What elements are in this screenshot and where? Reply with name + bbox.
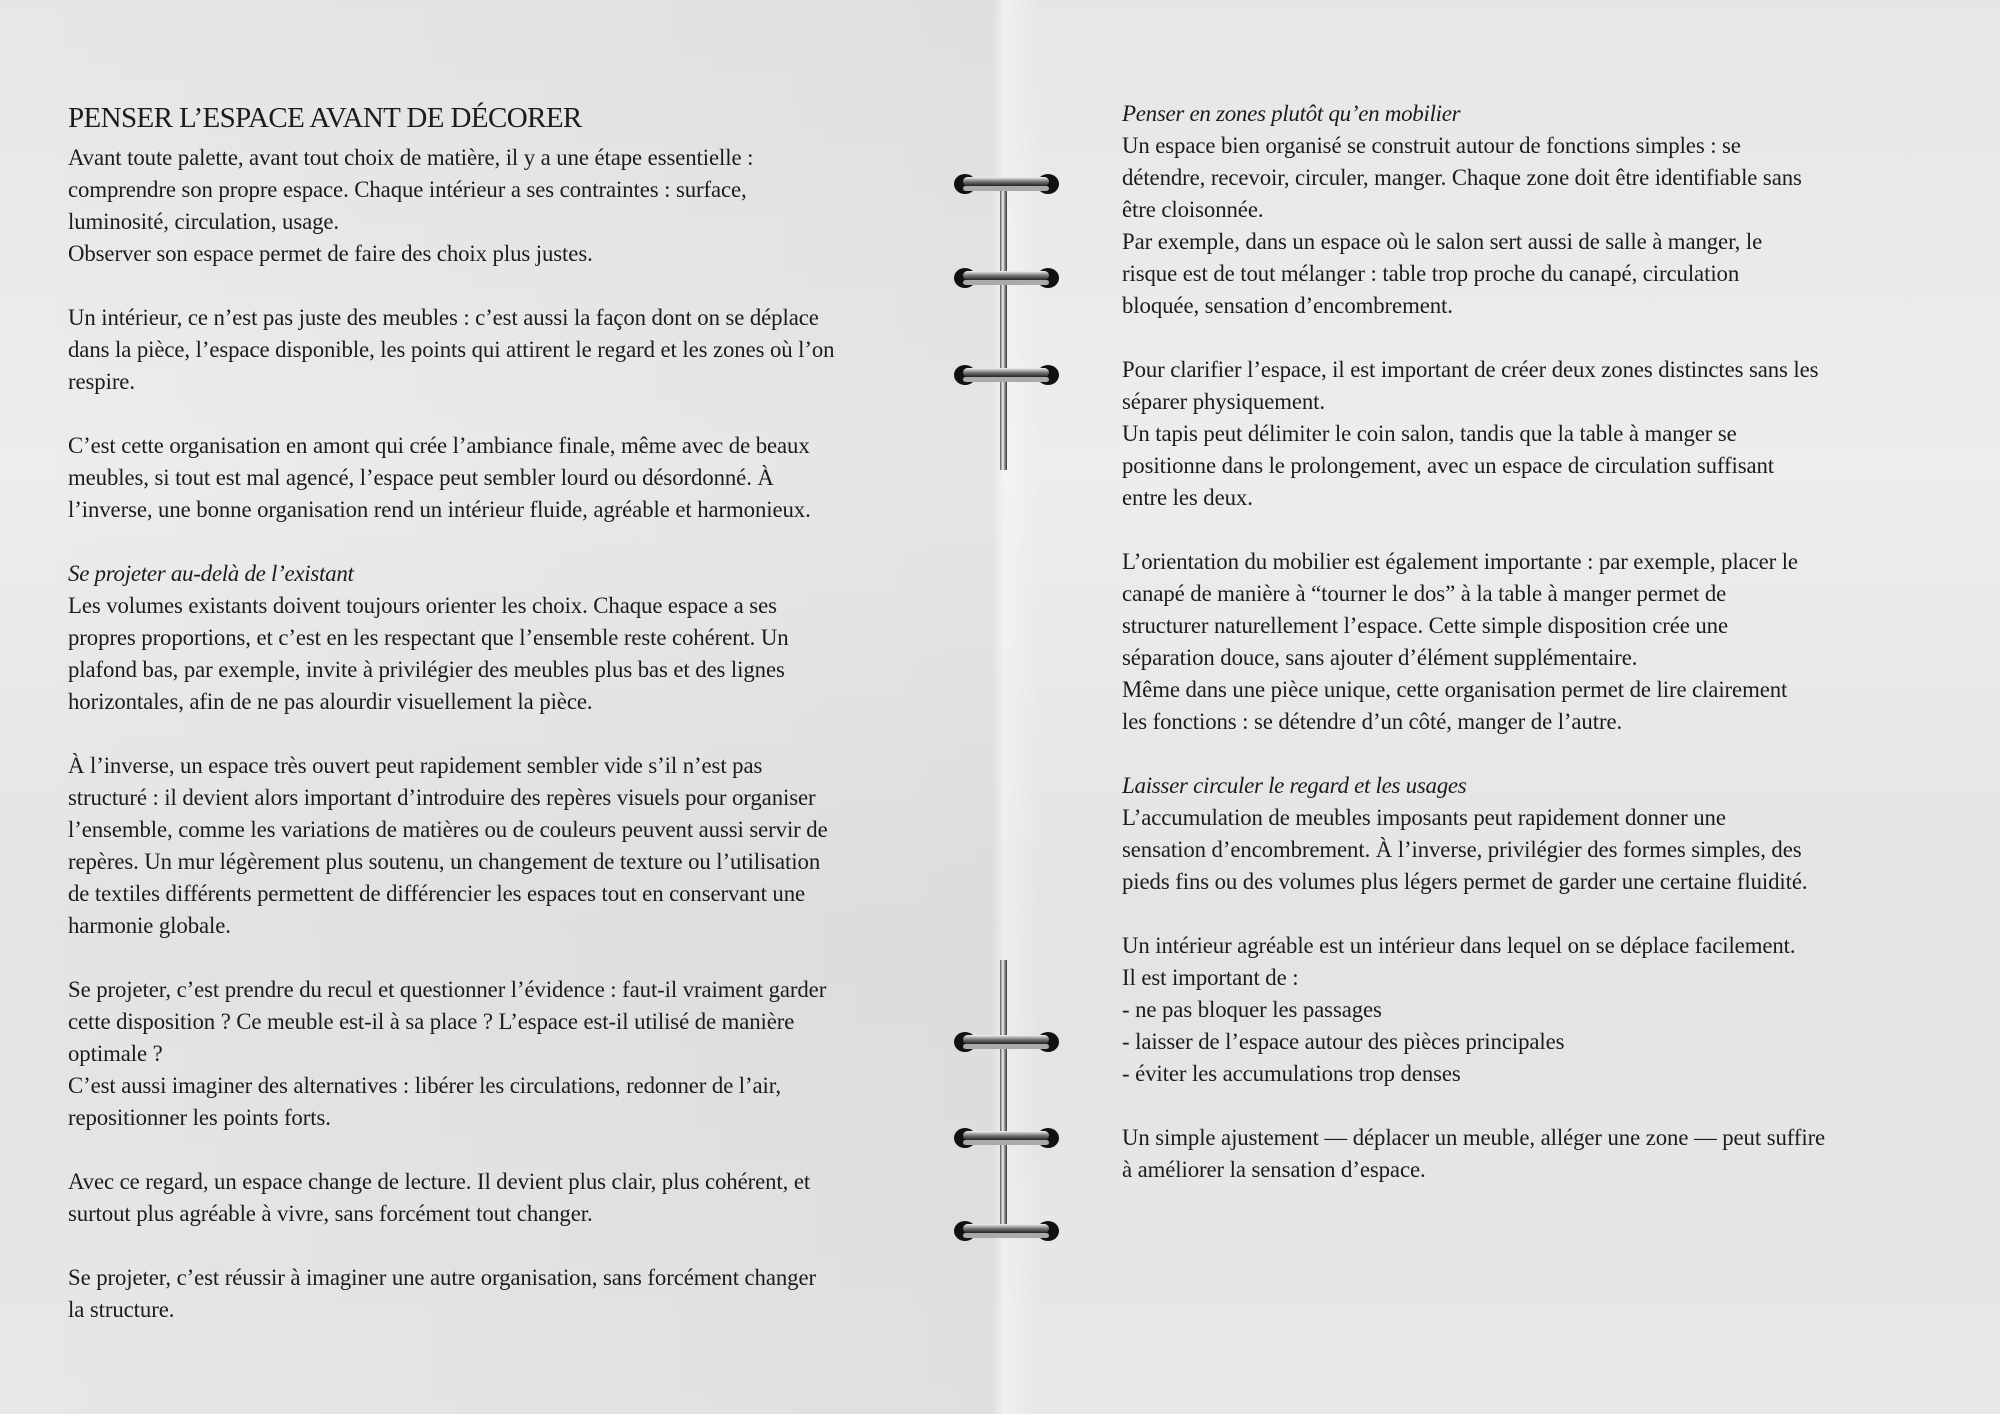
section-subtitle: Se projeter au-delà de l’existant — [68, 561, 354, 586]
binder-rings-top — [945, 160, 1065, 480]
binder-bar — [1000, 960, 1007, 1230]
binder-ring — [954, 365, 1059, 385]
paragraph: Pour clarifier l’espace, il est important de créer deux zones distinctes sans les séparer physiquement. Un tapis peut délimiter le coin salon, tandis que la table à manger se positionne dans le prolongement, avec un espace de circulation suffisant entre les deux. — [1122, 357, 1819, 510]
paragraph: Un simple ajustement — déplacer un meuble, alléger une zone — peut suffire à améliorer la sensation d’espace. — [1122, 1125, 1826, 1182]
paragraph: Un intérieur, ce n’est pas juste des meubles : c’est aussi la façon dont on se déplace dans la pièce, l’espace disponible, les points qui attirent le regard et les zones où l’on respire. — [68, 305, 835, 394]
binder-bar — [1000, 180, 1007, 470]
binder-ring — [954, 1128, 1059, 1148]
binder-ring — [954, 1221, 1059, 1241]
binder-ring — [954, 1032, 1059, 1052]
paragraph: Les volumes existants doivent toujours orienter les choix. Chaque espace a ses propres proportions, et c’est en les respectant que l’ensemble reste cohérent. Un plafond bas, par exemple, invite à privilégier des meubles plus bas et des lignes horizontales, afin de ne pas alourdir visuellement la pièce. — [68, 593, 789, 714]
paragraph: Avant toute palette, avant tout choix de matière, il y a une étape essentielle : comprendre son propre espace. Chaque intérieur a ses contraintes : surface, luminosité, circulation, usage. Observer son espace permet de faire des choix plus justes. — [68, 145, 754, 266]
paragraph: Un espace bien organisé se construit autour de fonctions simples : se détendre, recevoir, circuler, manger. Chaque zone doit être identifiable sans être cloisonnée. Par exemple, dans un espace où le salon sert aussi de salle à manger, le risque est de tout mélanger : table trop proche du canapé, circulation bloquée, sensation d’encombrement. — [1122, 133, 1802, 318]
paragraph: À l’inverse, un espace très ouvert peut rapidement sembler vide s’il n’est pas structuré : il devient alors important d’introduire des repères visuels pour organiser l’ensemble, comme les variations de matières ou de couleurs peuvent aussi servir de repères. Un mur légèrement plus soutenu, un changement de texture ou l’utilisation de textiles différents permettent de différencier les espaces tout en conservant une harmonie globale. — [68, 753, 828, 938]
paragraph: C’est cette organisation en amont qui crée l’ambiance finale, même avec de beaux meubles, si tout est mal agencé, l’espace peut sembler lourd ou désordonné. À l’inverse, une bonne organisation rend un intérieur fluide, agréable et harmonieux. — [68, 433, 811, 522]
paragraph: L’accumulation de meubles imposants peut rapidement donner une sensation d’encombrement. À l’inverse, privilégier des formes simples, des pieds fins ou des volumes plus légers permet de garder une certaine fluidité. — [1122, 805, 1808, 894]
binder-ring — [954, 174, 1059, 194]
right-page — [1122, 98, 1948, 1186]
paragraph: Avec ce regard, un espace change de lecture. Il devient plus clair, plus cohérent, et surtout plus agréable à vivre, sans forcément tout changer. — [68, 1169, 811, 1226]
section-subtitle: Laisser circuler le regard et les usages — [1122, 773, 1467, 798]
page-title: PENSER L’ESPACE AVANT DE DÉCORER — [68, 102, 582, 134]
binder-rings-bottom — [945, 955, 1065, 1255]
binder-ring — [954, 268, 1059, 288]
paragraph: Se projeter, c’est réussir à imaginer une autre organisation, sans forcément changer la structure. — [68, 1265, 816, 1322]
paragraph: Un intérieur agréable est un intérieur dans lequel on se déplace facilement. Il est important de : - ne pas bloquer les passages - laisser de l’espace autour des pièces principales - éviter les accumulations trop denses — [1122, 933, 1796, 1086]
section-subtitle: Penser en zones plutôt qu’en mobilier — [1122, 101, 1461, 126]
paragraph: Se projeter, c’est prendre du recul et questionner l’évidence : faut-il vraiment garder cette disposition ? Ce meuble est-il à sa place ? L’espace est-il utilisé de manière optimale ? C’est aussi imaginer des alternatives : libérer les circulations, redonner de l’air, repositionner les points forts. — [68, 977, 827, 1130]
paragraph: L’orientation du mobilier est également importante : par exemple, placer le canapé de manière à “tourner le dos” à la table à manger permet de structurer naturellement l’espace. Cette simple disposition crée une séparation douce, sans ajouter d’élément supplémentaire. Même dans une pièce unique, cette organisation permet de lire clairement les fonctions : se détendre d’un côté, manger de l’autre. — [1122, 549, 1798, 734]
left-page — [68, 98, 950, 1326]
